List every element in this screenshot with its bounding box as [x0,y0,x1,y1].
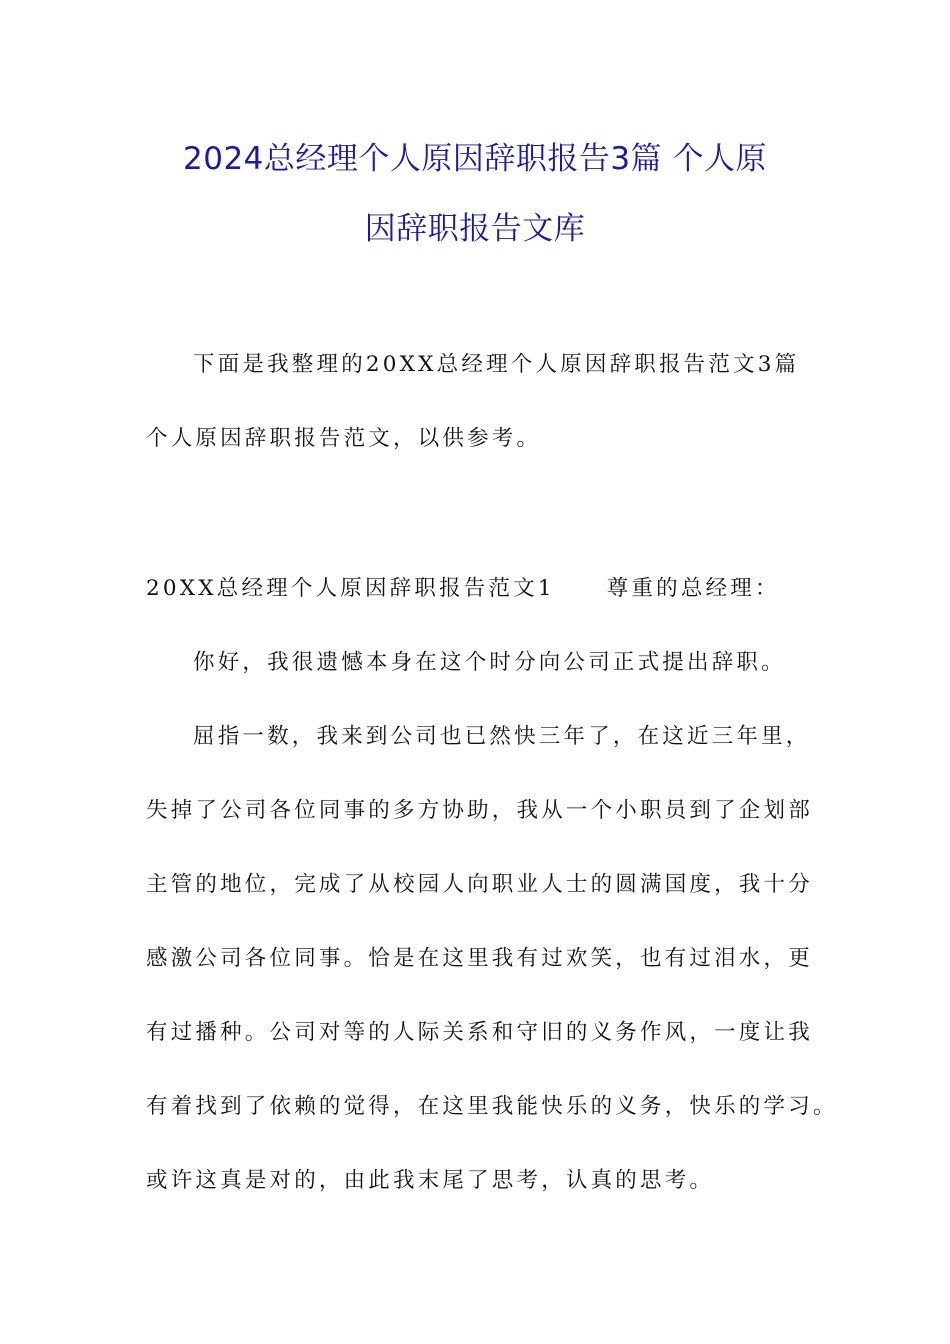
intro-text-line-1: 下面是我整理的20XX总经理个人原因辞职报告范文3篇 [193,352,800,377]
document-title-line-2: 因辞职报告文库 [364,211,586,247]
paragraph-1: 你好，我很遗憾本身在这个时分向公司正式提出辞职。 [193,650,786,675]
intro-text-line-2: 个人原因辞职报告范文，以供参考。 [146,426,542,451]
paragraph-2-line-1: 屈指一数，我来到公司也已然快三年了，在这近三年里， [193,724,811,749]
paragraph-2-line-7: 或许这真是对的，由此我末尾了思考，认真的思考。 [146,1168,715,1193]
section-heading: 20XX总经理个人原因辞职报告范文1 [146,576,555,601]
paragraph-2-line-4: 感激公司各位同事。恰是在这里我有过欢笑，也有过泪水，更 [146,946,813,971]
salutation: 尊重的总经理： [606,576,780,601]
section-heading-row [146,571,780,602]
document-title-line-1: 2024总经理个人原因辞职报告3篇 个人原 [183,141,767,177]
paragraph-2-line-6: 有着找到了依赖的觉得，在这里我能快乐的义务，快乐的学习。 [146,1094,838,1119]
paragraph-2-line-2: 失掉了公司各位同事的多方协助，我从一个小职员到了企划部 [146,798,813,823]
paragraph-2-line-5: 有过播种。公司对等的人际关系和守旧的义务作风，一度让我 [146,1020,813,1045]
paragraph-2-line-3: 主管的地位，完成了从校园人向职业人士的圆满国度，我十分 [146,872,813,897]
